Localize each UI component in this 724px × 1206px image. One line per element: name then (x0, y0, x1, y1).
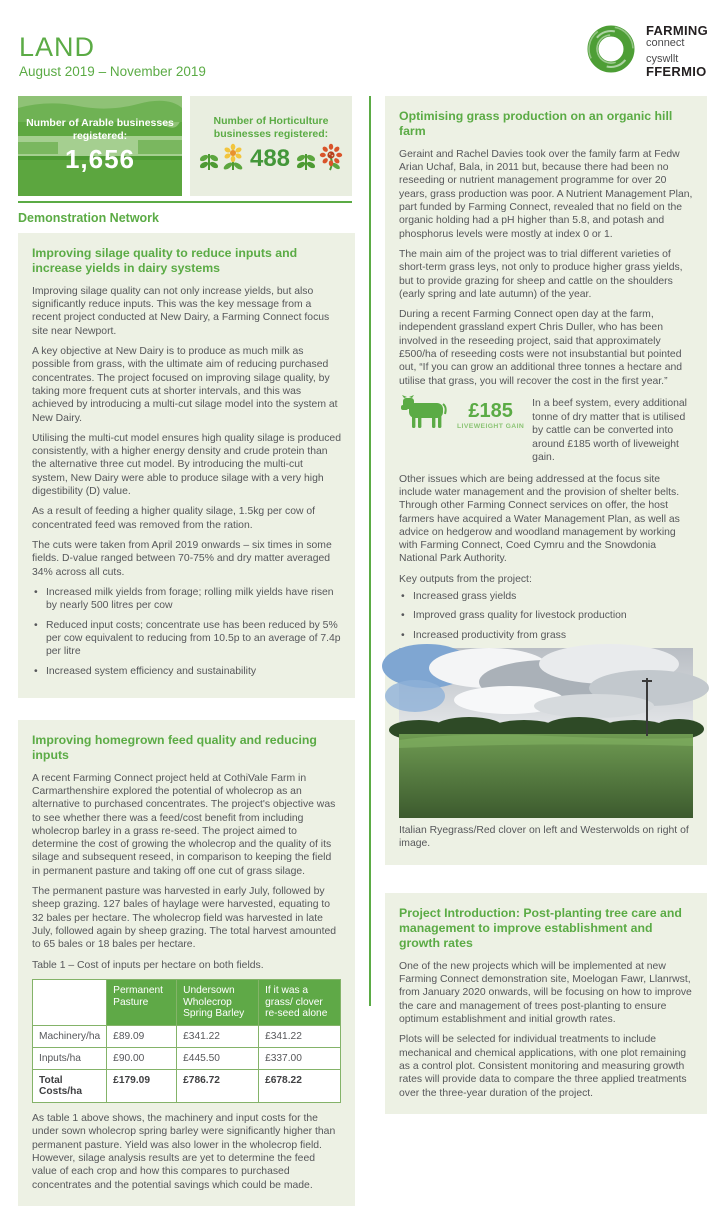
article-tree-care (385, 893, 707, 1114)
arable-stat-label: Number of Arable businesses registered: (26, 117, 174, 142)
right-column (385, 96, 707, 1114)
red-flower-icon (320, 144, 342, 177)
cell: £89.09 (107, 1026, 177, 1048)
article-paragraph: Geraint and Rachel Davies took over the family farm at Fedw Arian Uchaf, Bala, in 2011 but, because there had been no reseeding or nutrient management programme for over 20 years, grass production was poor. A Nutrient Management Plan, part funded by Farming Connect, revealed that no field on the organic holding had a pH higher than 5.8, and potash and phosphorus levels were mostly at index 0 or 1. (399, 148, 693, 240)
article-organic-hill-farm (385, 96, 707, 865)
bullet-item: • Reduced input costs; concentrate use has been reduced by 5% per cow equivalent to reducing from 10.5p to an average of 7.4p per litre (34, 619, 341, 659)
table-header: Permanent Pasture (107, 979, 177, 1025)
row-label: Total Costs/ha (33, 1070, 107, 1103)
article-title: Optimising grass production on an organic hill farm (399, 109, 673, 139)
table-header-blank (33, 979, 107, 1025)
cell: £786.72 (177, 1070, 259, 1103)
horticulture-stat-label: Number of Horticulture businesses registered: (213, 115, 329, 140)
cell: £445.50 (177, 1048, 259, 1070)
article-paragraph: Plots will be selected for individual treatments to include mechanical and chemical applications, with one plot remaining as a control plot. Consistent monitoring and measuring growth rates will provide data to compare the three applied treatments over the three-year duration of the project. (399, 1034, 687, 1099)
article-title: Improving silage quality to reduce inputs and increase yields in dairy systems (32, 246, 298, 276)
table-caption: Table 1 – Cost of inputs per hectare on both fields. (32, 959, 264, 971)
left-column (18, 233, 355, 1206)
sprout-icon (200, 146, 218, 177)
key-outputs-list (401, 590, 693, 642)
table-row (33, 1026, 341, 1048)
column-divider (369, 96, 371, 1006)
article-paragraph: Improving silage quality can not only increase yields, but also significantly reduce inputs. This was the key message from a recent project conducted at New Dairy, a Farming Connect focus site near Newport. (32, 285, 330, 337)
article-paragraph: During a recent Farming Connect open day at the farm, independent grassland expert Chris Duller, who has been involved in the reseeding project, said that approximately £500/ha of reseeding costs were not insubstantial but pointed out, “If you can grow an additional three tonnes a hectare and utilise that grass, you will recover the cost in the first year.” (399, 309, 683, 387)
arable-stat-value: 1,656 (64, 143, 136, 174)
table-row-total (33, 1070, 341, 1103)
article-paragraph: A key objective at New Dairy is to produce as much milk as possible from grass, with the ultimate aim of reducing purchased concentrates. The project focused on improving silage quality, by taking more frequent cuts at shorter intervals, and this was achieved by introducing a multi-cut silage model into the system at New Dairy. (32, 345, 338, 424)
horticulture-stat-value: 488 (249, 144, 291, 172)
logo-text-ffermio: FFERMIO (645, 64, 707, 80)
article-paragraph: A recent Farming Connect project held at CothiVale Farm in Carmarthenshire explored the potential of wholecrop as an alternative to purchased concentrates. The project's objective was to see whether there was a feed/cost benefit from including wholecrop barley in a grass re-seed. The project aimed to determine the cost of growing the wholecrop and the quality of its silage and subsequent reseed, in comparison to keeping the field in permanent pasture and taking off one cut of grass silage. (32, 772, 336, 877)
section-rule (18, 201, 352, 203)
results-bullet-list (34, 586, 341, 678)
bullet-item: • Increased system efficiency and sustainability (34, 665, 341, 678)
cell: £678.22 (259, 1070, 341, 1103)
cell: £341.22 (177, 1026, 259, 1048)
date-range: August 2019 – November 2019 (19, 64, 206, 79)
logo-swirl-icon (584, 22, 638, 81)
stat-arable-businesses (18, 96, 182, 196)
article-paragraph: The permanent pasture was harvested in early July, followed by sheep grazing. 127 bales of haylage were harvested, equating to 32 bales per hectare. The wholecrop field was harvested in late July, followed again by sheep grazing. The total harvest amounted to 65 bales or 18 bales per hectare. (32, 886, 337, 951)
photo-caption: Italian Ryegrass/Red clover on left and Westerwolds on right of image. (399, 825, 689, 850)
row-label: Inputs/ha (33, 1048, 107, 1070)
article-silage-quality (18, 233, 355, 698)
row-label: Machinery/ha (33, 1026, 107, 1048)
article-title: Project Introduction: Post-planting tree care and management to improve establishment and growth rates (399, 905, 682, 951)
article-homegrown-feed (18, 720, 355, 1206)
cell: £341.22 (259, 1026, 341, 1048)
table-header: Undersown Wholecrop Spring Barley (177, 979, 259, 1025)
logo-text-farming: FARMING (645, 23, 708, 39)
table-row (33, 1048, 341, 1070)
callout-label: LIVEWEIGHT GAIN (457, 423, 525, 431)
cow-icon (399, 395, 451, 436)
logo-text-cyswllt: cyswllt (645, 52, 679, 65)
callout-value: £185 (468, 400, 513, 423)
field-photo (399, 648, 693, 818)
article-paragraph: As table 1 above shows, the machinery and input costs for the under sown wholecrop spring barley were significantly higher than permanent pasture. Yield was also lower in the wholecrop field. However, silage analysis results are yet to determine the feed value of each crop and how this compares to purchased concentrates and the potential savings which could be made. (32, 1113, 336, 1191)
article-title: Improving homegrown feed quality and reducing inputs (32, 732, 317, 763)
article-paragraph: The main aim of the project was to trial different varieties of short-term grass leys, not only to produce higher grass yields, but to provide grazing for sheep and cattle on the shoulders (early spring and late autumn) of the year. (399, 248, 683, 300)
article-paragraph: As a result of feeding a higher quality silage, 1.5kg per cow of concentrated feed was removed from the ration. (32, 506, 316, 531)
daffodil-icon (223, 144, 243, 177)
cell: £337.00 (259, 1048, 341, 1070)
logo-text-connect: connect (645, 36, 685, 49)
liveweight-gain-callout (399, 395, 693, 465)
key-outputs-heading: Key outputs from the project: (399, 573, 532, 585)
bullet-item: • Improved grass quality for livestock production (401, 609, 693, 622)
farming-connect-logo (584, 22, 708, 81)
page-title: LAND (19, 32, 96, 62)
table-header: If it was a grass/ clover re-seed alone (259, 979, 341, 1025)
article-paragraph: The cuts were taken from April 2019 onwards – six times in some fields. D-value ranged between 70-75% and dry matter averaged 34% across all cuts. (32, 540, 332, 578)
stat-horticulture-businesses (190, 96, 352, 196)
article-paragraph: One of the new projects which will be implemented at new Farming Connect demonstration site, Moelogan Fawr, Llanrwst, from January 2020 onwards, will be focusing on how to improve the care and management of trees post-planting to ensure optimum establishment and initial growth rates. (399, 960, 692, 1025)
bullet-item: • Increased grass yields (401, 590, 693, 603)
callout-text: In a beef system, every additional tonne of dry matter that is utilised by cattle can be converted into around £185 worth of liveweight gain. (532, 398, 687, 464)
bullet-item: • Increased productivity from grass (401, 629, 693, 642)
cell: £90.00 (107, 1048, 177, 1070)
costs-table (32, 979, 341, 1103)
bullet-item: • Increased milk yields from forage; rolling milk yields have risen by nearly 500 litres per cow (34, 586, 341, 613)
article-paragraph: Utilising the multi-cut model ensures high quality silage is produced consistently, with a higher energy density and crude protein than the alternative three cut model. By introducing the multi-cut system, New Dairy were able to produce silage with a very high digestibility (D) value. (32, 432, 341, 498)
cell: £179.09 (107, 1070, 177, 1103)
sprout-icon (297, 146, 315, 177)
article-paragraph: Other issues which are being addressed at the focus site include water management and the provision of shelter belts. Through other Farming Connect services on offer, the host farmers have acquired a Water Management Plan, as well as advice on hedgerow and woodland management by working with Farming Connect, Coed Cymru and the Snowdonia National Park Authority. (399, 473, 680, 565)
section-heading: Demonstration Network (18, 211, 159, 225)
